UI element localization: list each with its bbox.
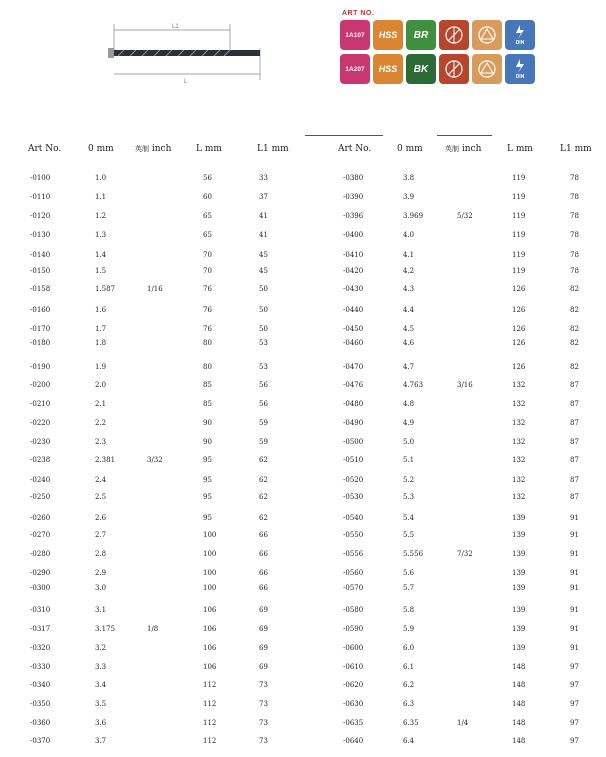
cell-inch: 7/32 bbox=[457, 550, 473, 558]
cell-art: -0180 bbox=[30, 339, 51, 347]
cell-art: -0500 bbox=[343, 438, 364, 446]
cell-l1: 87 bbox=[570, 493, 579, 501]
cell-mm: 4.0 bbox=[403, 231, 415, 239]
cell-l: 85 bbox=[203, 400, 212, 408]
cell-l1: 97 bbox=[570, 700, 579, 708]
cell-l: 106 bbox=[203, 606, 217, 614]
cell-l: 139 bbox=[512, 531, 526, 539]
cell-l1: 78 bbox=[570, 251, 579, 259]
cell-l: 139 bbox=[512, 569, 526, 577]
cell-l1: 97 bbox=[570, 737, 579, 745]
cell-mm: 6.1 bbox=[403, 663, 415, 671]
col-header-inch bbox=[135, 144, 171, 154]
l-label: L bbox=[184, 79, 188, 85]
point-angle-icon bbox=[439, 20, 469, 50]
cell-l1: 87 bbox=[570, 438, 579, 446]
cell-l: 139 bbox=[512, 514, 526, 522]
cell-l: 95 bbox=[203, 476, 212, 484]
cell-art: -0550 bbox=[343, 531, 364, 539]
cell-l: 95 bbox=[203, 514, 212, 522]
cell-mm: 4.9 bbox=[403, 419, 415, 427]
l1-label: L1 bbox=[172, 24, 179, 30]
cell-l: 148 bbox=[512, 663, 526, 671]
cell-l1: 73 bbox=[259, 681, 268, 689]
cell-l1: 62 bbox=[259, 493, 268, 501]
cell-mm: 4.2 bbox=[403, 267, 415, 275]
din-label: DIN bbox=[515, 40, 525, 46]
cell-mm: 3.6 bbox=[95, 719, 107, 727]
cell-mm: 2.4 bbox=[95, 476, 107, 484]
cell-inch: 3/16 bbox=[457, 381, 473, 389]
cell-art: -0340 bbox=[30, 681, 51, 689]
cell-l: 100 bbox=[203, 531, 217, 539]
cell-art: -0380 bbox=[343, 174, 364, 182]
cell-l: 132 bbox=[512, 456, 526, 464]
hss-badge: HSS bbox=[373, 54, 403, 84]
cell-art: -0640 bbox=[343, 737, 364, 745]
cell-l: 126 bbox=[512, 285, 526, 293]
cell-art: -0158 bbox=[30, 285, 51, 293]
header-inch-label: inch bbox=[151, 144, 172, 154]
cell-art: -0530 bbox=[343, 493, 364, 501]
cell-mm: 5.4 bbox=[403, 514, 415, 522]
cell-art: -0520 bbox=[343, 476, 364, 484]
header-rule bbox=[437, 135, 492, 136]
cell-art: -0476 bbox=[343, 381, 364, 389]
cell-art: -0610 bbox=[343, 663, 364, 671]
cell-mm: 2.6 bbox=[95, 514, 107, 522]
cell-l: 70 bbox=[203, 267, 212, 275]
cell-mm: 2.8 bbox=[95, 550, 107, 558]
cell-l1: 66 bbox=[259, 531, 268, 539]
cell-l: 148 bbox=[512, 681, 526, 689]
cell-art: -0170 bbox=[30, 325, 51, 333]
cell-inch: 3/32 bbox=[147, 456, 163, 464]
cell-mm: 3.0 bbox=[95, 584, 107, 592]
cell-art: -0510 bbox=[343, 456, 364, 464]
col-header-art-no: Art No. bbox=[338, 144, 372, 154]
cell-inch: 5/32 bbox=[457, 212, 473, 220]
cell-art: -0370 bbox=[30, 737, 51, 745]
cell-l: 112 bbox=[203, 737, 217, 745]
cell-inch: 1/8 bbox=[147, 625, 159, 633]
cell-l: 100 bbox=[203, 569, 217, 577]
cell-l1: 73 bbox=[259, 737, 268, 745]
cell-l: 139 bbox=[512, 606, 526, 614]
cell-mm: 5.6 bbox=[403, 569, 415, 577]
cell-art: -0450 bbox=[343, 325, 364, 333]
cell-l1: 87 bbox=[570, 476, 579, 484]
cell-art: -0240 bbox=[30, 476, 51, 484]
cell-l1: 82 bbox=[570, 363, 579, 371]
cell-l1: 59 bbox=[259, 419, 268, 427]
cell-art: -0490 bbox=[343, 419, 364, 427]
cell-l1: 37 bbox=[259, 193, 268, 201]
cell-l1: 50 bbox=[259, 285, 268, 293]
cell-l: 56 bbox=[203, 174, 212, 182]
din-standard-icon bbox=[505, 20, 535, 50]
cell-art: -0310 bbox=[30, 606, 51, 614]
cell-mm: 5.556 bbox=[403, 550, 424, 558]
cell-art: -0200 bbox=[30, 381, 51, 389]
cell-l1: 50 bbox=[259, 306, 268, 314]
din-label: DIN bbox=[515, 74, 525, 80]
cell-mm: 5.5 bbox=[403, 531, 415, 539]
cell-mm: 5.2 bbox=[403, 476, 415, 484]
cell-mm: 5.7 bbox=[403, 584, 415, 592]
cell-mm: 3.5 bbox=[95, 700, 107, 708]
col-header-art-no: Art No. bbox=[28, 144, 62, 154]
cell-l: 65 bbox=[203, 231, 212, 239]
cell-l: 148 bbox=[512, 719, 526, 727]
cell-l: 90 bbox=[203, 419, 212, 427]
cell-l1: 56 bbox=[259, 381, 268, 389]
cell-art: -0100 bbox=[30, 174, 51, 182]
cell-l1: 69 bbox=[259, 606, 268, 614]
cell-l1: 78 bbox=[570, 193, 579, 201]
cell-art: -0150 bbox=[30, 267, 51, 275]
cell-mm: 2.3 bbox=[95, 438, 107, 446]
cell-l: 112 bbox=[203, 681, 217, 689]
cell-art: -0317 bbox=[30, 625, 51, 633]
cell-mm: 5.9 bbox=[403, 625, 415, 633]
cell-l1: 69 bbox=[259, 663, 268, 671]
article-code-badge: 1A107 bbox=[340, 20, 370, 50]
cell-mm: 4.4 bbox=[403, 306, 415, 314]
cell-l1: 45 bbox=[259, 267, 268, 275]
drill-drawing bbox=[104, 20, 266, 90]
cell-l: 106 bbox=[203, 644, 217, 652]
header-cn-label: 英制 bbox=[135, 145, 149, 153]
cell-l: 112 bbox=[203, 700, 217, 708]
cell-l1: 78 bbox=[570, 231, 579, 239]
header-rule bbox=[305, 135, 383, 136]
cell-art: -0480 bbox=[343, 400, 364, 408]
header-cn-label: 英制 bbox=[445, 145, 459, 153]
cell-l1: 41 bbox=[259, 231, 268, 239]
col-header-l1: L1 mm bbox=[560, 144, 592, 154]
cell-mm: 2.381 bbox=[95, 456, 116, 464]
cell-l: 126 bbox=[512, 306, 526, 314]
cell-l1: 91 bbox=[570, 550, 579, 558]
cell-mm: 4.8 bbox=[403, 400, 415, 408]
cell-mm: 1.0 bbox=[95, 174, 107, 182]
col-header-l: L mm bbox=[507, 144, 533, 154]
cell-l: 132 bbox=[512, 493, 526, 501]
cell-art: -0120 bbox=[30, 212, 51, 220]
cell-mm: 3.2 bbox=[95, 644, 107, 652]
cell-l1: 45 bbox=[259, 251, 268, 259]
cell-mm: 3.8 bbox=[403, 174, 415, 182]
cell-l: 148 bbox=[512, 737, 526, 745]
cell-art: -0190 bbox=[30, 363, 51, 371]
cell-art: -0238 bbox=[30, 456, 51, 464]
cell-art: -0360 bbox=[30, 719, 51, 727]
cell-l1: 78 bbox=[570, 174, 579, 182]
cell-art: -0130 bbox=[30, 231, 51, 239]
cell-l1: 66 bbox=[259, 550, 268, 558]
cell-mm: 1.6 bbox=[95, 306, 107, 314]
cell-mm: 2.2 bbox=[95, 419, 107, 427]
cell-l1: 59 bbox=[259, 438, 268, 446]
cell-mm: 1.3 bbox=[95, 231, 107, 239]
cell-l: 119 bbox=[512, 251, 526, 259]
point-angle-icon bbox=[439, 54, 469, 84]
cell-l: 119 bbox=[512, 267, 526, 275]
cell-l: 60 bbox=[203, 193, 212, 201]
cell-art: -0635 bbox=[343, 719, 364, 727]
cell-mm: 6.2 bbox=[403, 681, 415, 689]
cell-art: -0410 bbox=[343, 251, 364, 259]
cell-l1: 50 bbox=[259, 325, 268, 333]
drill-tip-icon bbox=[472, 54, 502, 84]
cell-mm: 4.763 bbox=[403, 381, 424, 389]
cell-art: -0390 bbox=[343, 193, 364, 201]
cell-l: 126 bbox=[512, 325, 526, 333]
cell-l: 76 bbox=[203, 325, 212, 333]
cell-art: -0470 bbox=[343, 363, 364, 371]
cell-mm: 1.8 bbox=[95, 339, 107, 347]
cell-l: 119 bbox=[512, 193, 526, 201]
cell-mm: 5.8 bbox=[403, 606, 415, 614]
cell-l: 139 bbox=[512, 644, 526, 652]
cell-mm: 4.6 bbox=[403, 339, 415, 347]
cell-l: 139 bbox=[512, 584, 526, 592]
cell-art: -0620 bbox=[343, 681, 364, 689]
cell-l: 119 bbox=[512, 231, 526, 239]
cell-l: 106 bbox=[203, 663, 217, 671]
cell-l: 112 bbox=[203, 719, 217, 727]
cell-art: -0570 bbox=[343, 584, 364, 592]
cell-art: -0290 bbox=[30, 569, 51, 577]
header-inch-label: inch bbox=[461, 144, 482, 154]
cell-l1: 91 bbox=[570, 606, 579, 614]
cell-l1: 82 bbox=[570, 339, 579, 347]
cell-l: 132 bbox=[512, 400, 526, 408]
cell-art: -0420 bbox=[343, 267, 364, 275]
cell-mm: 6.3 bbox=[403, 700, 415, 708]
art-no-label: ART NO. bbox=[342, 10, 375, 17]
cell-l1: 91 bbox=[570, 584, 579, 592]
cell-l: 126 bbox=[512, 363, 526, 371]
cell-art: -0430 bbox=[343, 285, 364, 293]
cell-mm: 3.969 bbox=[403, 212, 424, 220]
col-header-mm: 0 mm bbox=[397, 144, 423, 154]
cell-l1: 73 bbox=[259, 700, 268, 708]
cell-art: -0260 bbox=[30, 514, 51, 522]
cell-l1: 87 bbox=[570, 381, 579, 389]
cell-art: -0590 bbox=[343, 625, 364, 633]
cell-mm: 3.3 bbox=[95, 663, 107, 671]
drill-bit-icon bbox=[104, 20, 266, 90]
cell-l1: 87 bbox=[570, 400, 579, 408]
cell-mm: 4.3 bbox=[403, 285, 415, 293]
cell-mm: 4.1 bbox=[403, 251, 415, 259]
cell-l1: 62 bbox=[259, 456, 268, 464]
cell-art: -0270 bbox=[30, 531, 51, 539]
col-header-mm: 0 mm bbox=[88, 144, 114, 154]
cell-art: -0560 bbox=[343, 569, 364, 577]
cell-mm: 1.1 bbox=[95, 193, 107, 201]
col-header-inch bbox=[445, 144, 481, 154]
cell-mm: 1.2 bbox=[95, 212, 107, 220]
cell-art: -0600 bbox=[343, 644, 364, 652]
cell-l: 85 bbox=[203, 381, 212, 389]
cell-mm: 6.35 bbox=[403, 719, 419, 727]
cell-mm: 2.5 bbox=[95, 493, 107, 501]
cell-art: -0540 bbox=[343, 514, 364, 522]
cell-l: 139 bbox=[512, 550, 526, 558]
cell-mm: 2.7 bbox=[95, 531, 107, 539]
cell-inch: 1/4 bbox=[457, 719, 469, 727]
cell-art: -0210 bbox=[30, 400, 51, 408]
finish-bk-badge: BK bbox=[406, 54, 436, 84]
cell-l: 139 bbox=[512, 625, 526, 633]
cell-l: 65 bbox=[203, 212, 212, 220]
cell-l1: 91 bbox=[570, 569, 579, 577]
cell-mm: 1.5 bbox=[95, 267, 107, 275]
cell-mm: 3.9 bbox=[403, 193, 415, 201]
cell-mm: 3.4 bbox=[95, 681, 107, 689]
cell-l1: 62 bbox=[259, 476, 268, 484]
cell-l1: 69 bbox=[259, 644, 268, 652]
cell-art: -0350 bbox=[30, 700, 51, 708]
finish-br-badge: BR bbox=[406, 20, 436, 50]
cell-l: 148 bbox=[512, 700, 526, 708]
cell-art: -0300 bbox=[30, 584, 51, 592]
cell-mm: 2.9 bbox=[95, 569, 107, 577]
cell-art: -0110 bbox=[30, 193, 51, 201]
cell-l1: 87 bbox=[570, 419, 579, 427]
cell-art: -0140 bbox=[30, 251, 51, 259]
cell-mm: 2.0 bbox=[95, 381, 107, 389]
cell-l: 126 bbox=[512, 339, 526, 347]
cell-art: -0580 bbox=[343, 606, 364, 614]
hss-badge: HSS bbox=[373, 20, 403, 50]
cell-l: 132 bbox=[512, 438, 526, 446]
cell-mm: 3.175 bbox=[95, 625, 116, 633]
cell-art: -0320 bbox=[30, 644, 51, 652]
col-header-l1: L1 mm bbox=[257, 144, 289, 154]
cell-mm: 1.9 bbox=[95, 363, 107, 371]
cell-l: 76 bbox=[203, 285, 212, 293]
cell-mm: 1.4 bbox=[95, 251, 107, 259]
cell-l1: 97 bbox=[570, 663, 579, 671]
cell-mm: 4.5 bbox=[403, 325, 415, 333]
cell-l1: 87 bbox=[570, 456, 579, 464]
cell-mm: 3.7 bbox=[95, 737, 107, 745]
cell-mm: 4.7 bbox=[403, 363, 415, 371]
cell-art: -0280 bbox=[30, 550, 51, 558]
cell-l: 106 bbox=[203, 625, 217, 633]
cell-l1: 91 bbox=[570, 514, 579, 522]
cell-l: 100 bbox=[203, 584, 217, 592]
drill-tip-icon bbox=[472, 20, 502, 50]
col-header-l: L mm bbox=[196, 144, 222, 154]
cell-mm: 5.0 bbox=[403, 438, 415, 446]
cell-l1: 82 bbox=[570, 306, 579, 314]
cell-l1: 91 bbox=[570, 625, 579, 633]
cell-l1: 56 bbox=[259, 400, 268, 408]
cell-l: 119 bbox=[512, 174, 526, 182]
icon-row-1 bbox=[340, 20, 535, 50]
cell-art: -0160 bbox=[30, 306, 51, 314]
cell-mm: 2.1 bbox=[95, 400, 107, 408]
cell-mm: 6.0 bbox=[403, 644, 415, 652]
cell-l1: 66 bbox=[259, 569, 268, 577]
cell-mm: 6.4 bbox=[403, 737, 415, 745]
article-code-badge: 1A207 bbox=[340, 54, 370, 84]
cell-l1: 82 bbox=[570, 325, 579, 333]
cell-l1: 91 bbox=[570, 644, 579, 652]
cell-l1: 78 bbox=[570, 212, 579, 220]
cell-l1: 91 bbox=[570, 531, 579, 539]
cell-l: 132 bbox=[512, 476, 526, 484]
cell-art: -0230 bbox=[30, 438, 51, 446]
cell-l: 95 bbox=[203, 493, 212, 501]
cell-art: -0440 bbox=[343, 306, 364, 314]
cell-art: -0630 bbox=[343, 700, 364, 708]
cell-l: 80 bbox=[203, 339, 212, 347]
cell-art: -0556 bbox=[343, 550, 364, 558]
cell-l1: 78 bbox=[570, 267, 579, 275]
cell-l1: 41 bbox=[259, 212, 268, 220]
cell-l1: 53 bbox=[259, 363, 268, 371]
cell-l: 90 bbox=[203, 438, 212, 446]
cell-art: -0460 bbox=[343, 339, 364, 347]
cell-l1: 73 bbox=[259, 719, 268, 727]
cell-mm: 1.587 bbox=[95, 285, 116, 293]
cell-l: 132 bbox=[512, 381, 526, 389]
cell-art: -0400 bbox=[343, 231, 364, 239]
feature-icons bbox=[340, 10, 555, 90]
cell-l1: 62 bbox=[259, 514, 268, 522]
cell-l: 119 bbox=[512, 212, 526, 220]
cell-mm: 3.1 bbox=[95, 606, 107, 614]
cell-l1: 53 bbox=[259, 339, 268, 347]
cell-l1: 66 bbox=[259, 584, 268, 592]
cell-l: 70 bbox=[203, 251, 212, 259]
cell-l: 100 bbox=[203, 550, 217, 558]
cell-l: 95 bbox=[203, 456, 212, 464]
cell-art: -0250 bbox=[30, 493, 51, 501]
cell-l1: 97 bbox=[570, 681, 579, 689]
cell-l1: 69 bbox=[259, 625, 268, 633]
din-standard-icon bbox=[505, 54, 535, 84]
cell-l: 132 bbox=[512, 419, 526, 427]
cell-l: 76 bbox=[203, 306, 212, 314]
cell-mm: 1.7 bbox=[95, 325, 107, 333]
cell-mm: 5.1 bbox=[403, 456, 415, 464]
icon-row-2 bbox=[340, 54, 535, 84]
cell-l1: 82 bbox=[570, 285, 579, 293]
cell-art: -0220 bbox=[30, 419, 51, 427]
cell-l1: 97 bbox=[570, 719, 579, 727]
cell-art: -0396 bbox=[343, 212, 364, 220]
cell-l: 80 bbox=[203, 363, 212, 371]
cell-inch: 1/16 bbox=[147, 285, 163, 293]
cell-mm: 5.3 bbox=[403, 493, 415, 501]
cell-art: -0330 bbox=[30, 663, 51, 671]
cell-l1: 33 bbox=[259, 174, 268, 182]
